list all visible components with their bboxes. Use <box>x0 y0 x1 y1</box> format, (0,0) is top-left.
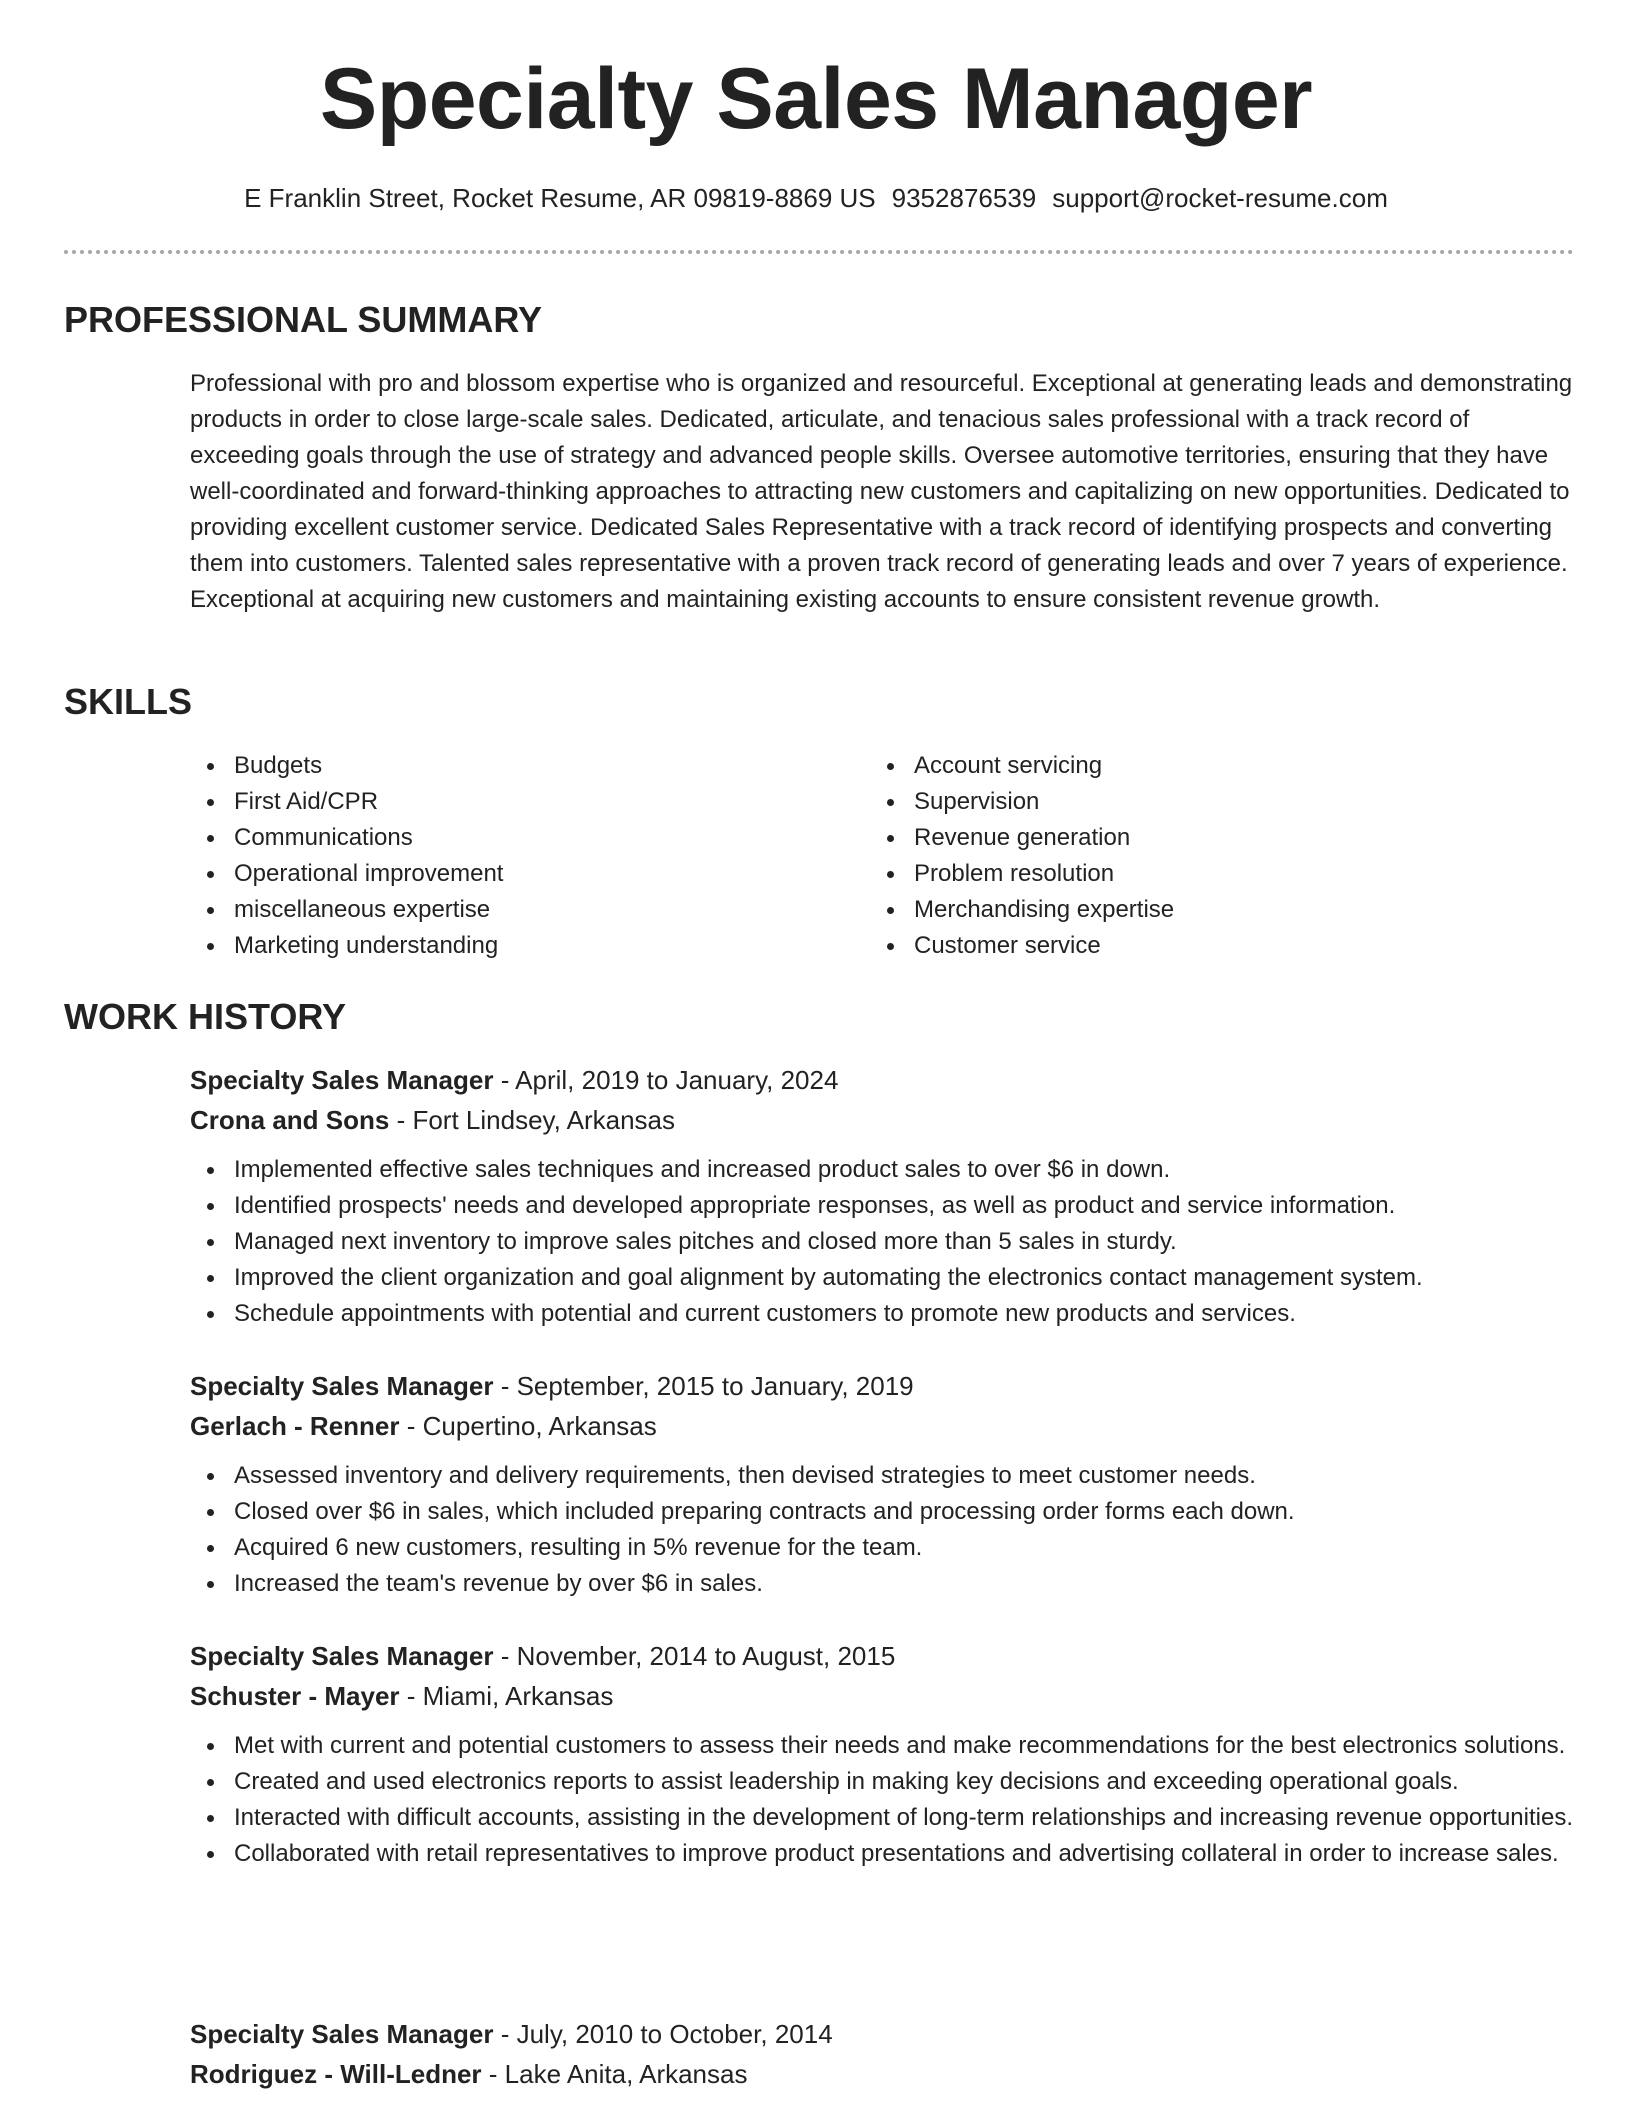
job-company: Crona and Sons <box>190 1105 390 1135</box>
duty-item: Increased the team's revenue by over $6 in sales. <box>190 1566 1580 1602</box>
job-entry <box>190 1060 1580 1332</box>
skills-list <box>190 748 1580 964</box>
skills-column-left <box>190 748 870 964</box>
job-company-line <box>190 1406 1580 1446</box>
job-company-line <box>190 1100 1580 1140</box>
duty-item: Implemented effective sales techniques and increased product sales to over $6 in down. <box>190 1152 1580 1188</box>
header-divider <box>64 250 1574 254</box>
job-duties <box>190 1728 1580 1872</box>
skills-heading: SKILLS <box>64 681 193 722</box>
duty-item: Improved the client organization and goal alignment by automating the electronics contact management system. <box>190 1260 1580 1296</box>
job-title-line <box>190 1636 1580 1676</box>
job-duties <box>190 1458 1580 1602</box>
job-company-line <box>190 2054 1580 2094</box>
duty-item: Acquired 6 new customers, resulting in 5% revenue for the team. <box>190 1530 1580 1566</box>
job-dates: - April, 2019 to January, 2024 <box>493 1065 839 1095</box>
skill-item: Account servicing <box>870 748 1550 784</box>
duty-item: Managed next inventory to improve sales pitches and closed more than 5 sales in sturdy. <box>190 1224 1580 1260</box>
resume-name: Specialty Sales Manager <box>319 51 1313 147</box>
job-company-line <box>190 1676 1580 1716</box>
duty-item: Closed over $6 in sales, which included preparing contracts and processing order forms each down. <box>190 1494 1580 1530</box>
job-entry <box>190 1636 1580 1872</box>
job-title-line <box>190 1060 1580 1100</box>
job-dates: - July, 2010 to October, 2014 <box>493 2019 833 2049</box>
job-dates: - November, 2014 to August, 2015 <box>493 1641 896 1671</box>
skill-item: Customer service <box>870 928 1550 964</box>
job-entry <box>190 2014 1580 2094</box>
contact-address: E Franklin Street, Rocket Resume, AR 09819-8869 US <box>244 183 876 213</box>
job-company: Rodriguez - Will-Ledner <box>190 2059 482 2089</box>
duty-item: Assessed inventory and delivery requirements, then devised strategies to meet customer needs. <box>190 1458 1580 1494</box>
duty-item: Identified prospects' needs and developed appropriate responses, as well as product and service information. <box>190 1188 1580 1224</box>
skill-item: Supervision <box>870 784 1550 820</box>
job-company: Gerlach - Renner <box>190 1411 400 1441</box>
job-role: Specialty Sales Manager <box>190 1371 494 1401</box>
job-role: Specialty Sales Manager <box>190 2019 494 2049</box>
job-duties <box>190 1152 1580 1332</box>
skill-item: Problem resolution <box>870 856 1550 892</box>
summary-text: Professional with pro and blossom expertise who is organized and resourceful. Exceptional at generating leads and demonstrating products in order to close large-scale sales. Dedicated, articulate, and tenacious sales professional with a track record of exceeding goals through the use of strategy and advanced people skills. Oversee automotive territories, ensuring that they have well-coordinated and forward-thinking approaches to attracting new customers and capitalizing on new opportunities. Dedicated to providing excellent customer service. Dedicated Sales Representative with a track record of identifying prospects and converting them into customers. Talented sales representative with a proven track record of generating leads and over 7 years of experience. Exceptional at acquiring new customers and maintaining existing accounts to ensure consistent revenue growth. <box>190 370 1573 613</box>
duty-item: Created and used electronics reports to assist leadership in making key decisions and exceeding operational goals. <box>190 1764 1580 1800</box>
duty-item: Interacted with difficult accounts, assisting in the development of long-term relationships and increasing revenue opportunities. <box>190 1800 1580 1836</box>
summary-heading: PROFESSIONAL SUMMARY <box>64 299 543 340</box>
skill-item: miscellaneous expertise <box>190 892 870 928</box>
job-location: - Lake Anita, Arkansas <box>481 2059 748 2089</box>
job-location: - Fort Lindsey, Arkansas <box>389 1105 675 1135</box>
skill-item: Operational improvement <box>190 856 870 892</box>
contact-email: support@rocket-resume.com <box>1052 183 1388 213</box>
skill-item: Communications <box>190 820 870 856</box>
skill-item: Revenue generation <box>870 820 1550 856</box>
duty-item: Collaborated with retail representatives to improve product presentations and advertising collateral in order to increase sales. <box>190 1836 1580 1872</box>
skill-item: Merchandising expertise <box>870 892 1550 928</box>
job-location: - Miami, Arkansas <box>399 1681 614 1711</box>
contact-phone: 9352876539 <box>891 183 1037 213</box>
job-title-line <box>190 1366 1580 1406</box>
skills-column-right <box>870 748 1550 964</box>
work-history-heading: WORK HISTORY <box>64 996 347 1037</box>
job-company: Schuster - Mayer <box>190 1681 400 1711</box>
job-dates: - September, 2015 to January, 2019 <box>493 1371 914 1401</box>
job-role: Specialty Sales Manager <box>190 1065 494 1095</box>
skill-item: Budgets <box>190 748 870 784</box>
job-entry <box>190 1366 1580 1602</box>
contact-line <box>0 180 1632 216</box>
skill-item: First Aid/CPR <box>190 784 870 820</box>
job-location: - Cupertino, Arkansas <box>399 1411 657 1441</box>
job-role: Specialty Sales Manager <box>190 1641 494 1671</box>
duty-item: Met with current and potential customers to assess their needs and make recommendations for the best electronics solutions. <box>190 1728 1580 1764</box>
job-title-line <box>190 2014 1580 2054</box>
skill-item: Marketing understanding <box>190 928 870 964</box>
duty-item: Schedule appointments with potential and current customers to promote new products and services. <box>190 1296 1580 1332</box>
